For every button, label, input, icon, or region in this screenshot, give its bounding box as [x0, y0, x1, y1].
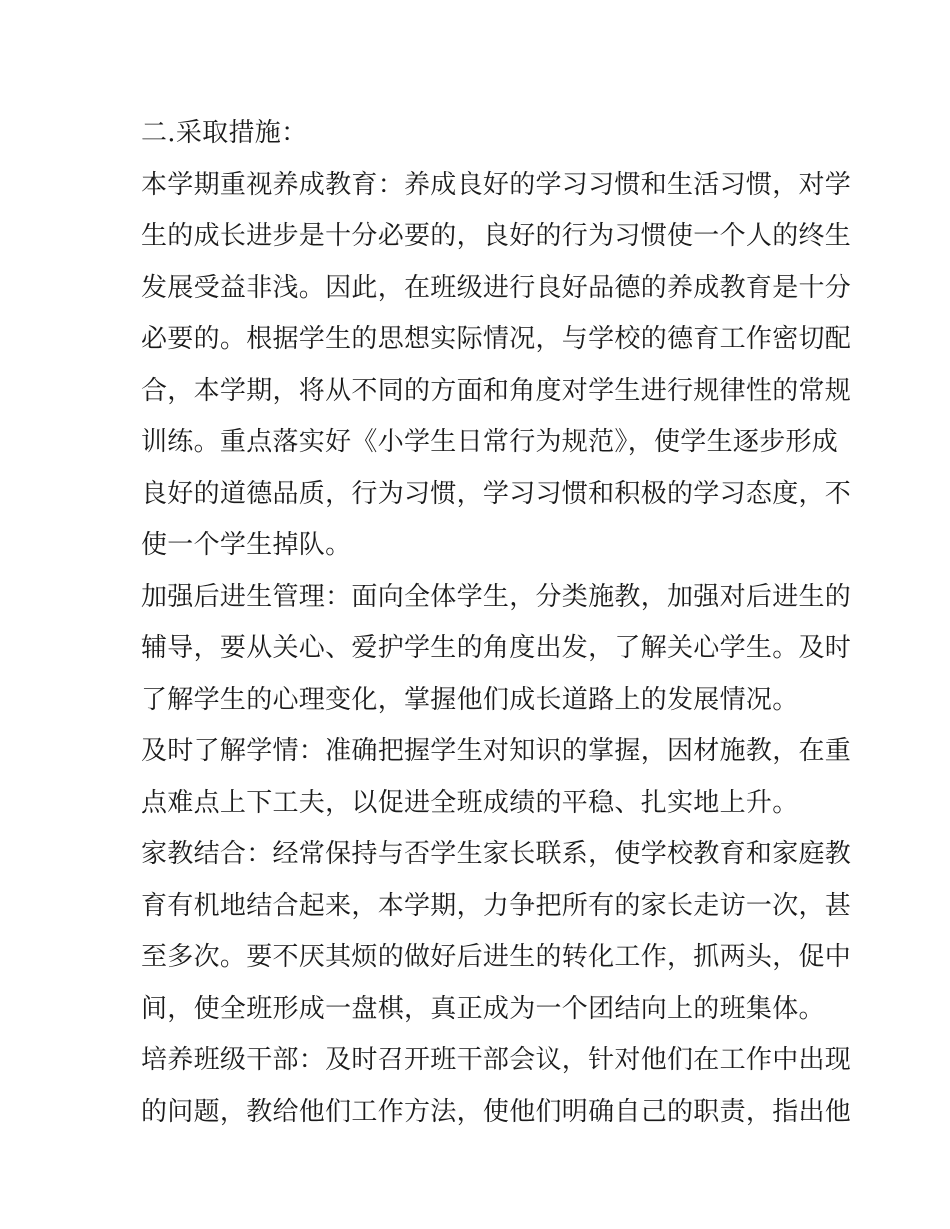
paragraph-line: 本学期重视养成教育：养成良好的学习习惯和生活习惯，对学 — [141, 169, 852, 200]
paragraph-line: 加强后进生管理：面向全体学生，分类施教，加强对后进生的 — [141, 581, 852, 612]
paragraph-line: 了解学生的心理变化，掌握他们成长道路上的发展情况。 — [141, 684, 799, 715]
paragraph-line: 育有机地结合起来，本学期，力争把所有的家长走访一次，甚 — [141, 890, 852, 921]
paragraph-line: 训练。重点落实好《小学生日常行为规范》，使学生逐步形成 — [141, 427, 839, 457]
paragraph-line: 合，本学期，将从不同的方面和角度对学生进行规律性的常规 — [141, 375, 852, 406]
paragraph-learning-status — [141, 726, 852, 829]
document-body — [141, 108, 852, 1138]
paragraph-struggling-students — [141, 572, 852, 727]
paragraph-line: 必要的。根据学生的思想实际情况，与学校的德育工作密切配 — [141, 324, 852, 354]
paragraph-line: 至多次。要不厌其烦的做好后进生的转化工作，抓两头，促中 — [141, 942, 852, 972]
paragraph-line: 家教结合：经常保持与否学生家长联系，使学校教育和家庭教 — [141, 839, 852, 869]
paragraph-line: 良好的道德品质，行为习惯，学习习惯和积极的学习态度，不 — [141, 478, 852, 509]
paragraph-line: 点难点上下工夫，以促进全班成绩的平稳、扎实地上升。 — [141, 787, 799, 818]
paragraph-habit-education — [141, 160, 852, 572]
paragraph-line: 及时了解学情：准确把握学生对知识的掌握，因材施教，在重 — [141, 736, 852, 766]
paragraph-line: 辅导，要从关心、爱护学生的角度出发，了解关心学生。及时 — [141, 633, 852, 663]
paragraph-line: 的问题，教给他们工作方法，使他们明确自己的职责，指出他 — [141, 1096, 852, 1127]
paragraph-line: 使一个学生掉队。 — [141, 530, 352, 560]
paragraph-line: 培养班级干部：及时召开班干部会议，针对他们在工作中出现 — [141, 1045, 852, 1075]
paragraph-home-school — [141, 829, 852, 1035]
paragraph-line: 生的成长进步是十分必要的，良好的行为习惯使一个人的终生 — [141, 221, 852, 251]
paragraph-line: 发展受益非浅。因此，在班级进行良好品德的养成教育是十分 — [141, 272, 852, 303]
paragraph-line: 间，使全班形成一盘棋，真正成为一个团结向上的班集体。 — [141, 993, 825, 1024]
paragraph-class-cadres — [141, 1035, 852, 1138]
section-heading: 二.采取措施： — [141, 118, 308, 148]
